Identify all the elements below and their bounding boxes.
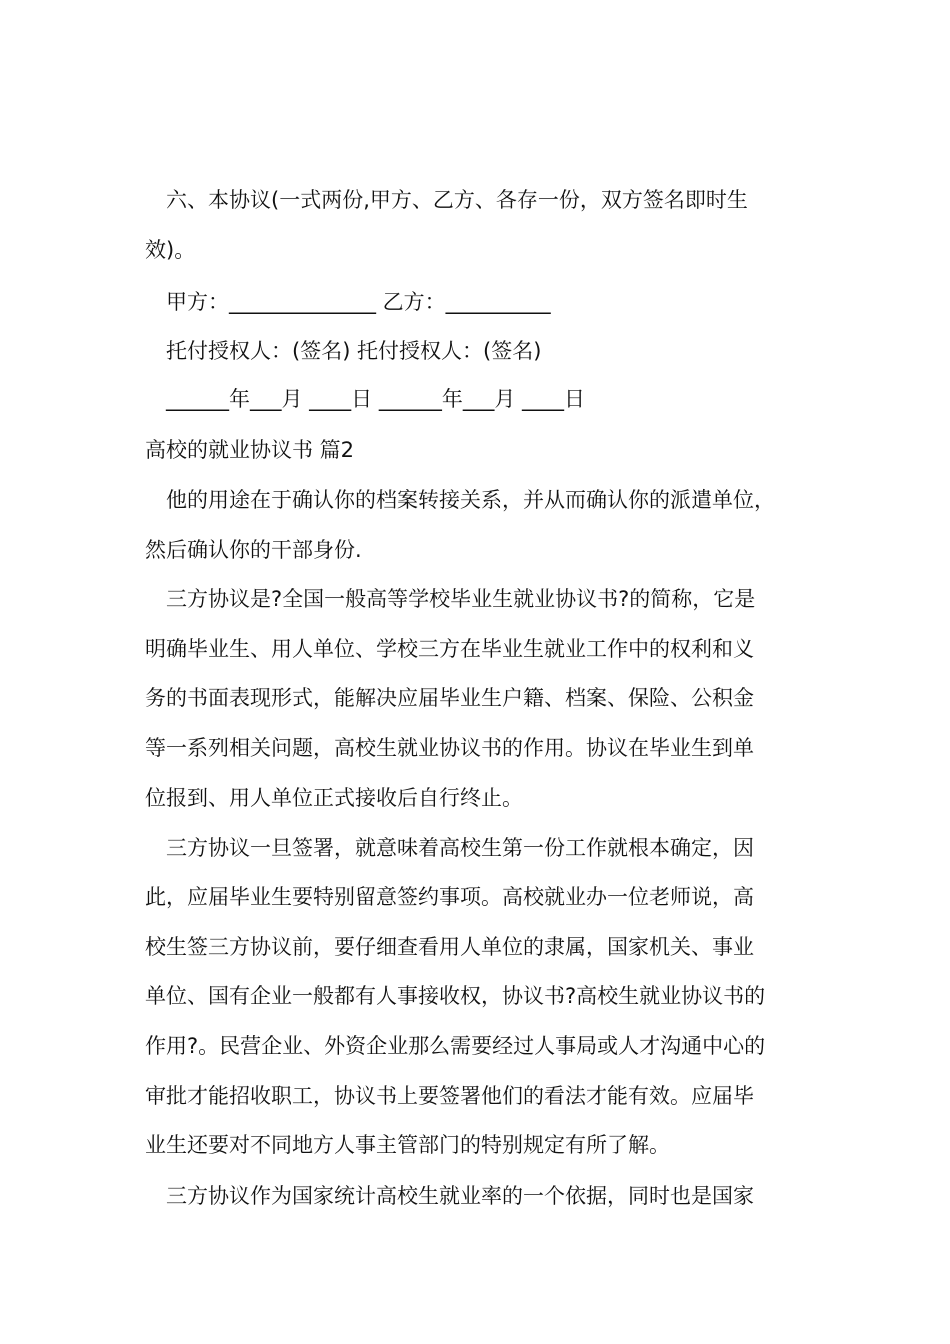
dates-line: ______年___月 ____日 ______年___月 ____日 <box>166 387 586 411</box>
paragraph-line: 他的用途在于确认你的档案转接关系，并从而确认你的派遣单位， <box>166 488 775 512</box>
paragraph-line: 三方协议作为国家统计高校生就业率的一个依据，同时也是国家 <box>166 1184 754 1208</box>
paragraph-line: 明确毕业生、用人单位、学校三方在毕业生就业工作中的权利和义 <box>145 637 754 661</box>
section6-line1: 六、本协议(一式两份,甲方、乙方、各存一份，双方签名即时生 <box>166 188 748 212</box>
paragraph-line: 业生还要对不同地方人事主管部门的特别规定有所了解。 <box>145 1133 670 1157</box>
paragraph-line: 等一系列相关问题，高校生就业协议书的作用。协议在毕业生到单 <box>145 736 754 760</box>
paragraph-line: 位报到、用人单位正式接收后自行终止。 <box>145 786 523 810</box>
agents-line: 托付授权人：(签名) 托付授权人：(签名) <box>166 339 542 363</box>
paragraph-line: 然后确认你的干部身份. <box>145 538 362 562</box>
paragraph-line: 校生签三方协议前，要仔细查看用人单位的隶属，国家机关、事业 <box>145 935 754 959</box>
parties-line: 甲方：______________ 乙方：__________ <box>166 290 551 314</box>
paragraph-line: 此，应届毕业生要特别留意签约事项。高校就业办一位老师说，高 <box>145 885 754 909</box>
section-heading: 高校的就业协议书 篇2 <box>145 438 355 462</box>
paragraph-line: 单位、国有企业一般都有人事接收权，协议书?高校生就业协议书的 <box>145 984 766 1008</box>
paragraph-line: 务的书面表现形式，能解决应届毕业生户籍、档案、保险、公积金 <box>145 686 754 710</box>
paragraph-line: 三方协议一旦签署，就意味着高校生第一份工作就根本确定，因 <box>166 836 754 860</box>
section6-line2: 效)。 <box>145 238 196 262</box>
paragraph-line: 审批才能招收职工，协议书上要签署他们的看法才能有效。应届毕 <box>145 1084 754 1108</box>
paragraph-line: 作用?。民营企业、外资企业那么需要经过人事局或人才沟通中心的 <box>145 1034 766 1058</box>
paragraph-line: 三方协议是?全国一般高等学校毕业生就业协议书?的简称，它是 <box>166 587 756 611</box>
